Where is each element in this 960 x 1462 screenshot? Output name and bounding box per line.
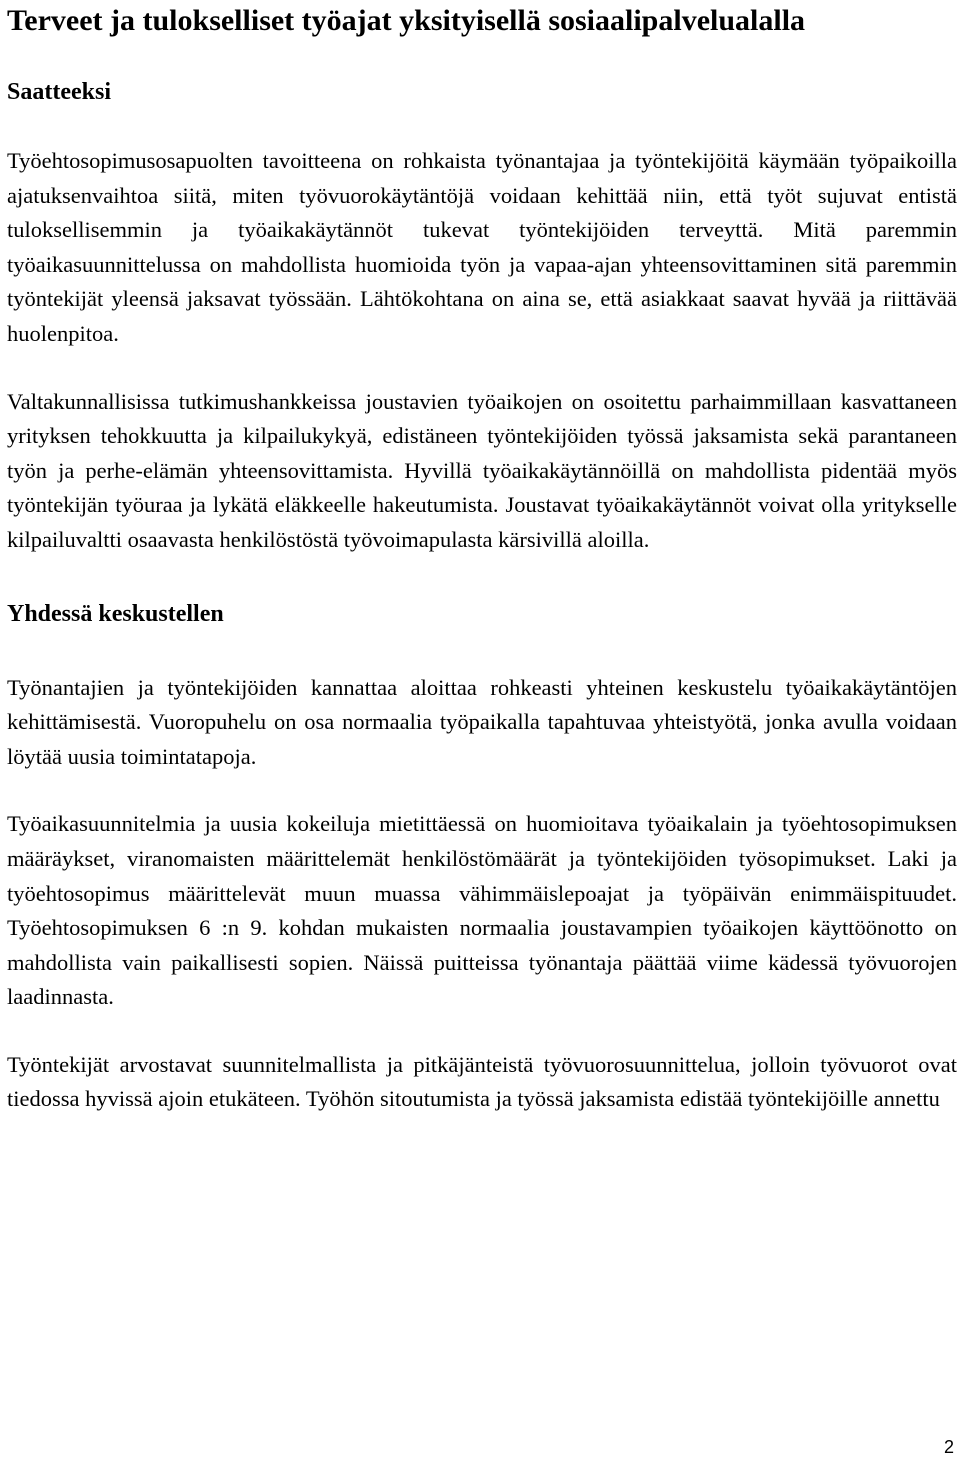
- page-number: 2: [943, 1437, 954, 1457]
- paragraph-saatteeksi-2: Valtakunnallisissa tutkimushankkeissa joustavien työaikojen on osoitettu parhaimmillaan kasvattaneen yrityksen tehokkuutta ja kilpailukykyä, edistäneen työntekijöiden työssä jaksamista sekä parantaneen työn ja perhe-elämän yhteensovittamista. Hyvillä työaikakäytännöillä on mahdollista pidentää myös työntekijän työuraa ja lykätä eläkkeelle hakeutumista. Joustavat työaikakäytännöt voivat olla yritykselle kilpailuvaltti osaavasta henkilöstöstä työvoimapulasta kärsivillä aloilla.: [7, 388, 957, 552]
- section-heading-saatteeksi: Saatteeksi: [7, 79, 111, 105]
- paragraph-yhdessa-3: Työntekijät arvostavat suunnitelmallista ja pitkäjänteistä työvuorosuunnittelua, jolloin työvuorot ovat tiedossa hyvissä ajoin etukäteen. Työhön sitoutumista ja työssä jaksamista edistää työntekijöille annettu: [7, 1051, 957, 1112]
- paragraph-yhdessa-2: Työaikasuunnitelmia ja uusia kokeiluja mietittäessä on huomioitava työaikalain ja työehtosopimuksen määräykset, viranomaisten määrittelemät henkilöstömäärät ja työntekijöiden työsopimukset. Laki ja työehtosopimus määrittelevät muun muassa vähimmäislepoajat ja työpäivän enimmäispituudet. Työehtosopimuksen 6 :n 9. kohdan mukaisten normaalia joustavampien työaikojen käyttöönotto on mahdollista vain paikallisesti sopien. Näissä puitteissa työnantaja päättää viime kädessä työvuorojen laadinnasta.: [7, 811, 957, 1010]
- section-heading-yhdessa-keskustellen: Yhdessä keskustellen: [7, 600, 224, 627]
- document-title: Terveet ja tulokselliset työajat yksityisellä sosiaalipalvelualalla: [7, 4, 806, 37]
- paragraph-saatteeksi-1: Työehtosopimusosapuolten tavoitteena on rohkaista työnantajaa ja työntekijöitä käymään työpaikoilla ajatuksenvaihtoa siitä, miten työvuorokäytäntöjä voidaan kehittää niin, että työt sujuvat entistä tuloksellisemmin ja työaikakäytännöt tukevat työntekijöiden terveyttä. Mitä paremmin työaikasuunnittelussa on mahdollista huomioida työn ja vapaa-ajan yhteensovittaminen sitä paremmin työntekijät yleensä jaksavat työssään. Lähtökohtana on aina se, että asiakkaat saavat hyvää ja riittävää huolenpitoa.: [7, 148, 957, 346]
- paragraph-yhdessa-1: Työnantajien ja työntekijöiden kannattaa aloittaa rohkeasti yhteinen keskustelu työaikakäytäntöjen kehittämisestä. Vuoropuhelu on osa normaalia työpaikalla tapahtuvaa yhteistyötä, jonka avulla voidaan löytää uusia toimintatapoja.: [7, 674, 957, 769]
- document-page: [7, 0, 957, 1117]
